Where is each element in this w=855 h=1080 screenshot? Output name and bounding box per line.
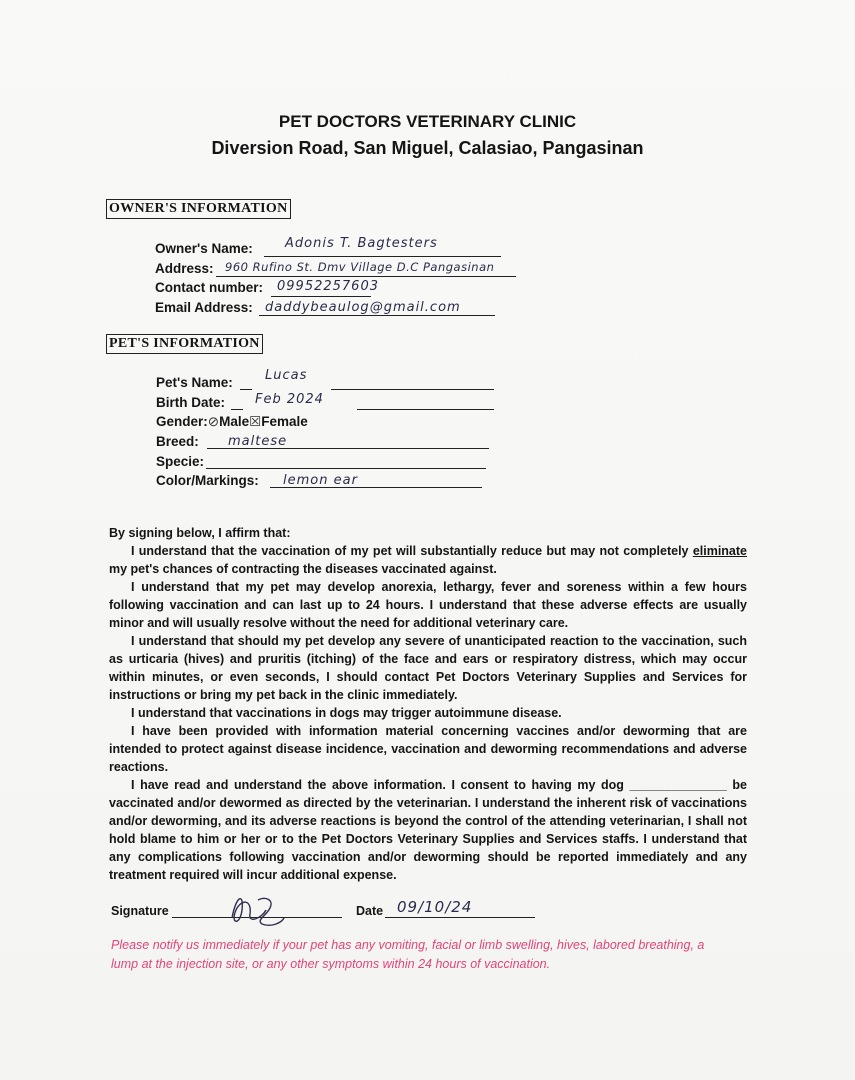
gender-row: [156, 414, 308, 430]
contact-line: [271, 296, 371, 297]
gender-label: Gender:: [156, 414, 208, 429]
consent-p1: I understand that the vaccination of my pet will substantially reduce but may not completely eliminate my pet's chances of contracting the diseases vaccinated against.: [109, 544, 747, 576]
gender-female-label: Female: [261, 414, 308, 429]
consent-p4: I understand that vaccinations in dogs may trigger autoimmune disease.: [131, 706, 562, 720]
pet-section-title: PET'S INFORMATION: [106, 334, 263, 354]
pet-name-line-b: [331, 389, 494, 390]
clinic-name: PET DOCTORS VETERINARY CLINIC: [278, 112, 577, 131]
email-line: [259, 315, 495, 316]
consent-p2: I understand that my pet may develop anorexia, lethargy, fever and soreness within a few hours following vaccination and can last up to 24 hours. I understand that these adverse effects are usually minor and will usually resolve without the need for additional veterinary care.: [109, 580, 747, 630]
male-checkbox[interactable]: ⊘: [207, 414, 220, 429]
owner-name-field[interactable]: Adonis T. Bagtesters: [285, 236, 438, 251]
specie-label: Specie:: [156, 454, 205, 469]
owner-name-line: [264, 256, 501, 257]
consent-p3: I understand that should my pet develop any severe of unanticipated reaction to the vaccination, such as urticaria (hives) and pruritis (itching) of the face and ears or respiratory distress, which may occur within minutes, or even seconds, I should contact Pet Doctors Veterinary Supplies and Services for instructions or bring my pet back in the clinic immediately.: [109, 634, 747, 702]
birth-line-a: [231, 409, 243, 410]
pet-name-field[interactable]: Lucas: [265, 368, 308, 383]
owner-section-title: OWNER'S INFORMATION: [106, 199, 291, 219]
color-field[interactable]: lemon ear: [283, 473, 358, 488]
female-checkbox[interactable]: ☒: [249, 414, 262, 429]
contact-label: Contact number:: [155, 280, 263, 295]
consent-text: [109, 524, 747, 884]
date-field[interactable]: 09/10/24: [397, 898, 473, 916]
breed-field[interactable]: maltese: [228, 434, 288, 449]
address-line: [216, 276, 516, 277]
address-label: Address:: [155, 261, 214, 276]
date-line: [385, 917, 535, 918]
contact-field[interactable]: 09952257603: [277, 279, 379, 294]
email-label: Email Address:: [155, 300, 253, 315]
breed-label: Breed:: [156, 434, 199, 449]
consent-p6: I have read and understand the above information. I consent to having my dog ______________ be vaccinated and/or dewormed as directed by the veterinarian. I understand the inherent risk of vaccinations and/or deworming, and its adverse reactions is beyond the control of the attending veterinarian, I shall not hold blame to him or her or to the Pet Doctors Veterinary Supplies and Services staffs. I understand that any complications following vaccination and/or deworming should be reported immediately and any treatment required will incur additional expense.: [109, 778, 747, 882]
gender-male-label: Male: [219, 414, 250, 429]
birth-date-label: Birth Date:: [156, 395, 226, 410]
consent-intro: By signing below, I affirm that:: [109, 526, 291, 540]
date-label: Date: [356, 904, 384, 918]
color-label: Color/Markings:: [156, 473, 259, 488]
signature-label: Signature: [111, 904, 169, 918]
signature-mark: [222, 888, 292, 932]
email-field[interactable]: daddybeaulog@gmail.com: [265, 300, 461, 315]
birth-line-b: [357, 409, 494, 410]
owner-name-label: Owner's Name:: [155, 241, 253, 256]
birth-date-field[interactable]: Feb 2024: [255, 392, 324, 407]
specie-line[interactable]: [206, 468, 486, 469]
address-field[interactable]: 960 Rufino St. Dmv Village D.C Pangasinan: [225, 260, 495, 274]
consent-p5: I have been provided with information material concerning vaccines and/or deworming that are intended to protect against disease incidence, vaccination and deworming recommendations and adverse reactions.: [109, 724, 747, 774]
clinic-address: Diversion Road, San Miguel, Calasiao, Pangasinan: [211, 138, 644, 158]
pet-name-line-a: [240, 389, 252, 390]
notice-text: Please notify us immediately if your pet has any vomiting, facial or limb swelling, hives, labored breathing, a lump at the injection site, or any other symptoms within 24 hours of vaccination.: [111, 938, 705, 971]
pet-name-label: Pet's Name:: [156, 375, 233, 390]
